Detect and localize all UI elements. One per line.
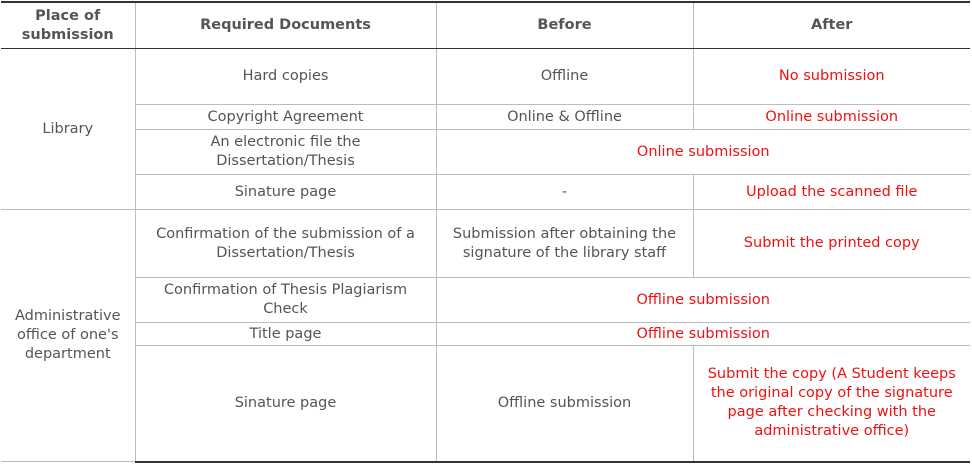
document-cell: Copyright Agreement	[135, 105, 436, 130]
submission-table	[1, 1, 970, 463]
table-row	[1, 49, 970, 105]
header-place: Place of submission	[1, 2, 135, 49]
header-before: Before	[436, 2, 693, 49]
merged-cell: Online submission	[436, 130, 970, 175]
merged-cell: Offline submission	[436, 323, 970, 346]
document-cell: Title page	[135, 323, 436, 346]
table-row	[1, 105, 970, 130]
header-row	[1, 2, 970, 49]
table-row	[1, 278, 970, 323]
document-cell: Confirmation of Thesis Plagiarism Check	[135, 278, 436, 323]
place-library: Library	[1, 49, 135, 210]
document-cell: Sinature page	[135, 346, 436, 462]
table-row	[1, 130, 970, 175]
document-cell: Sinature page	[135, 175, 436, 210]
table-row	[1, 346, 970, 462]
document-cell: Hard copies	[135, 49, 436, 105]
after-cell: Submit the copy (A Student keeps the original copy of the signature page after checking with the administrative office)	[693, 346, 970, 462]
document-cell: Confirmation of the submission of a Dissertation/Thesis	[135, 210, 436, 278]
table-row	[1, 210, 970, 278]
document-cell: An electronic file the Dissertation/Thesis	[135, 130, 436, 175]
after-cell: Submit the printed copy	[693, 210, 970, 278]
after-cell: Upload the scanned file	[693, 175, 970, 210]
table-row	[1, 175, 970, 210]
before-cell: Offline	[436, 49, 693, 105]
after-cell: No submission	[693, 49, 970, 105]
header-documents: Required Documents	[135, 2, 436, 49]
table-row	[1, 323, 970, 346]
before-cell: -	[436, 175, 693, 210]
before-cell: Offline submission	[436, 346, 693, 462]
place-admin-office: Administrative office of one's department	[1, 210, 135, 462]
header-after: After	[693, 2, 970, 49]
before-cell: Submission after obtaining the signature of the library staff	[436, 210, 693, 278]
before-cell: Online & Offline	[436, 105, 693, 130]
after-cell: Online submission	[693, 105, 970, 130]
merged-cell: Offline submission	[436, 278, 970, 323]
